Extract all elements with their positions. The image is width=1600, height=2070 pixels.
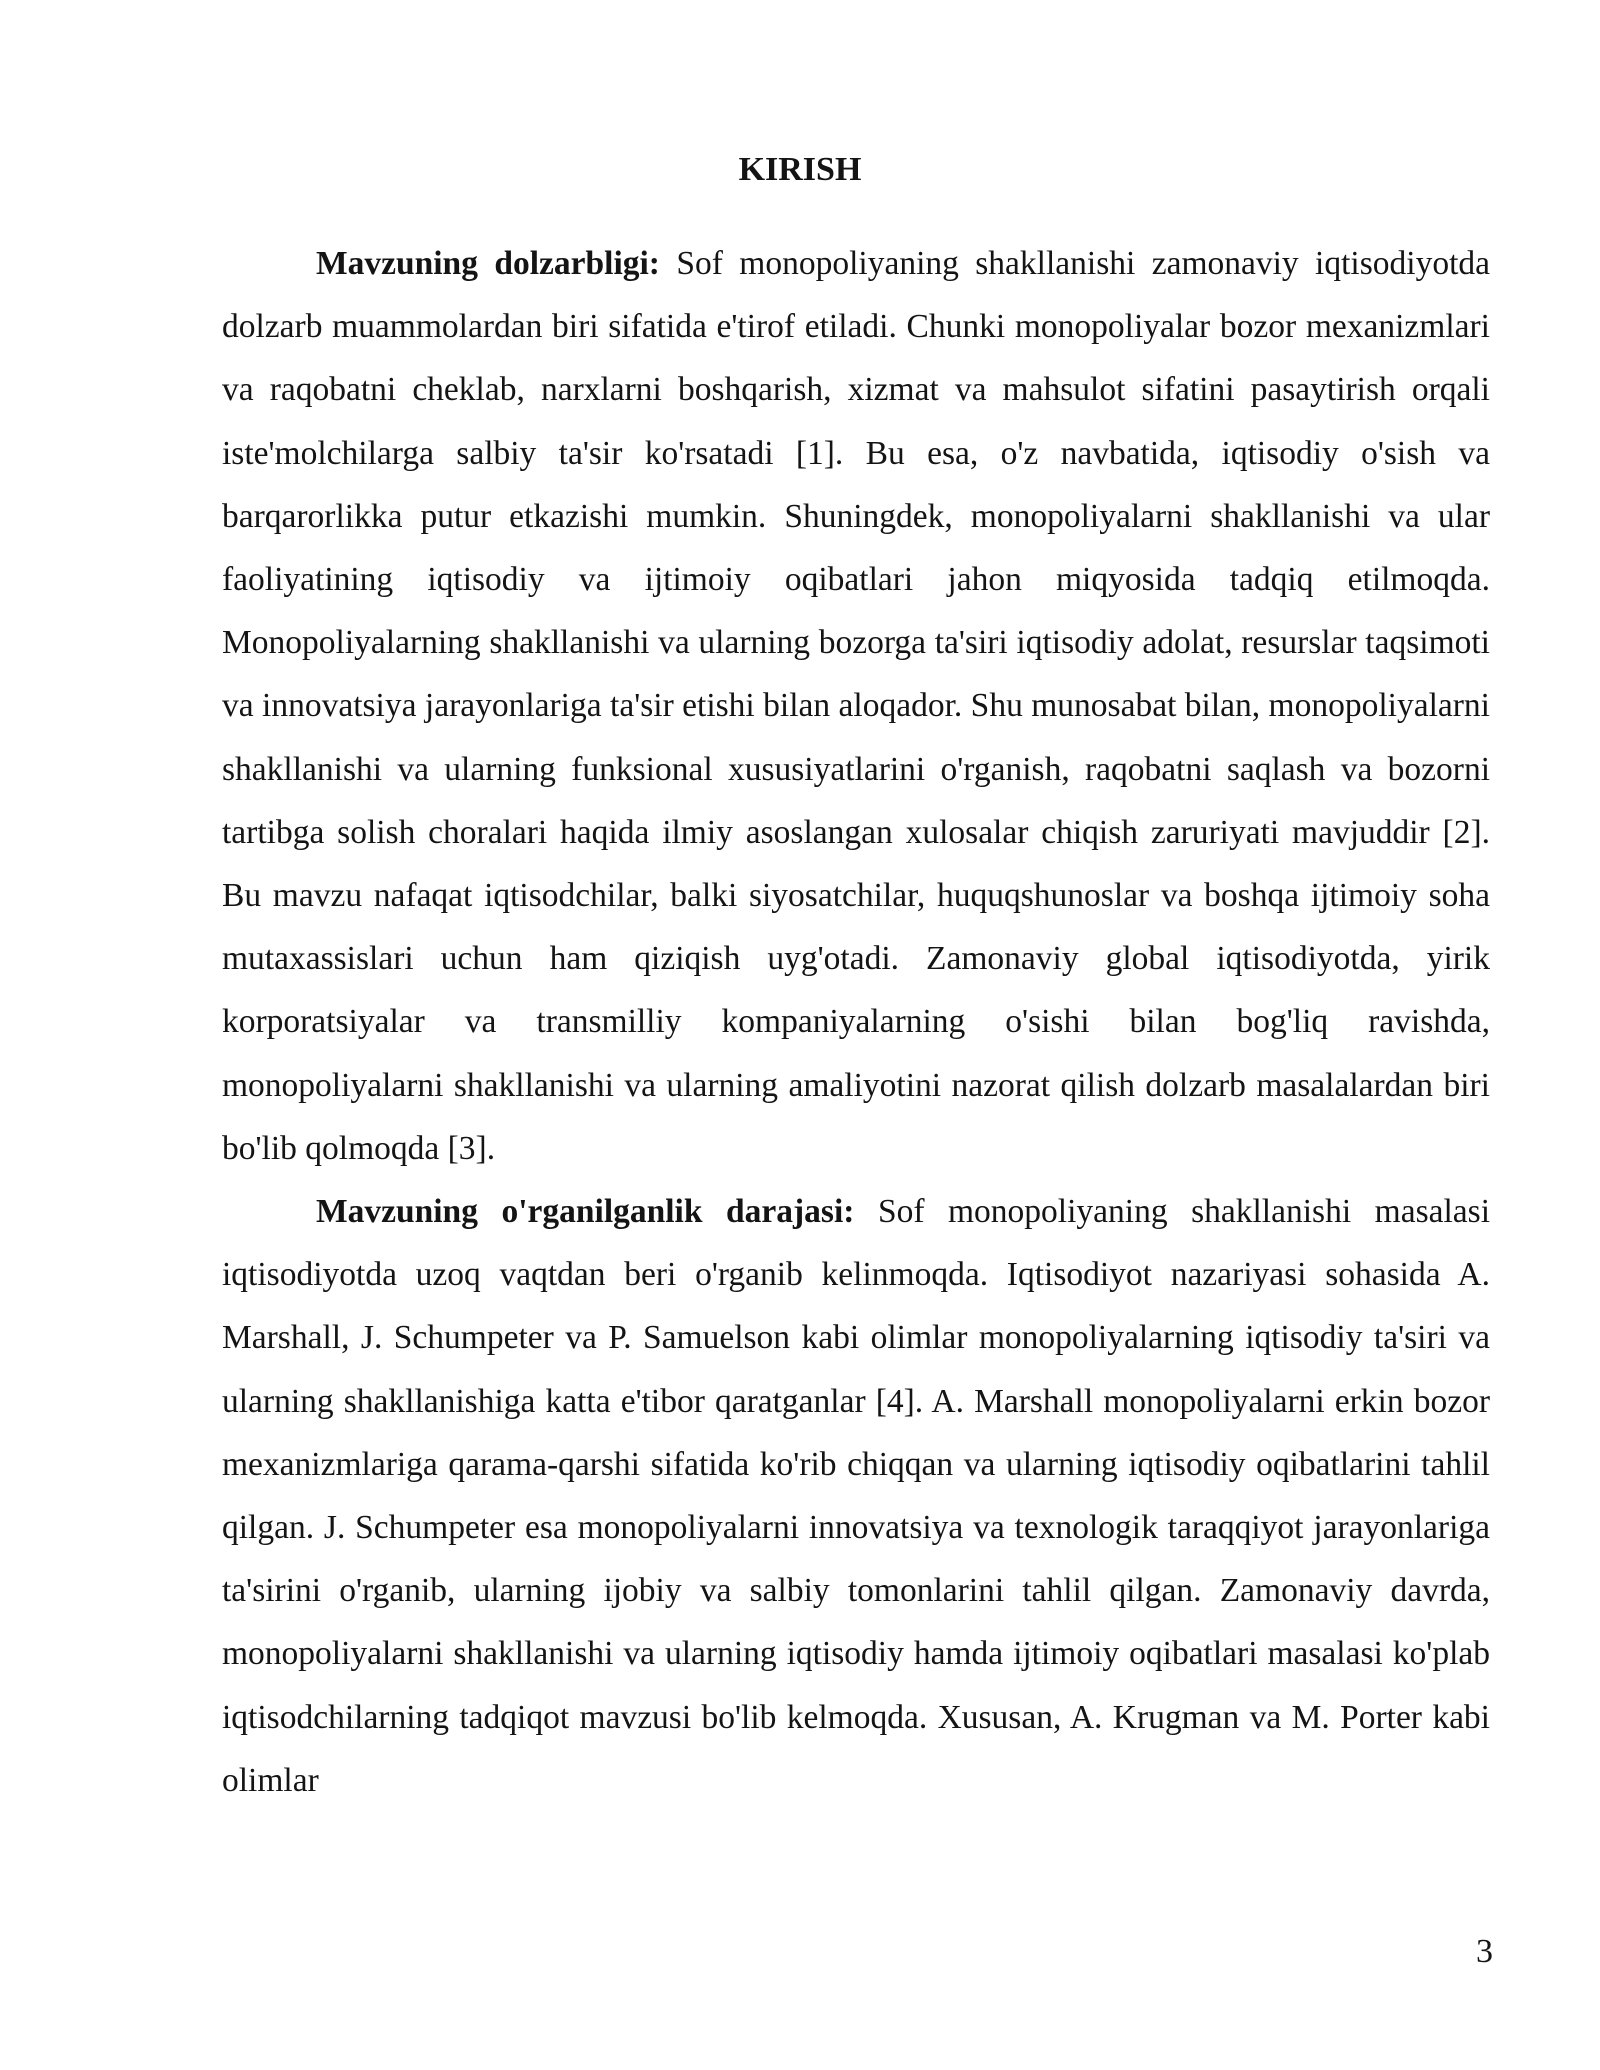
paragraph-lead: Mavzuning dolzarbligi:: [316, 245, 660, 282]
paragraph-text: Sof monopoliyaning shakllanishi masalasi iqtisodiyotda uzoq vaqtdan beri o'rganib kelinmoqda. Iqtisodiyot nazariyasi sohasida A. Marshall, J. Schumpeter va P. Samuelson kabi olimlar monopoliyalarning iqtisodiy ta'siri va ularning shakllanishiga katta e'tibor qaratganlar [4]. A. Marshall monopoliyalarni erkin bozor mexanizmlariga qarama-qarshi sifatida ko'rib chiqqan va ularning iqtisodiy oqibatlarini tahlil qilgan. J. Schumpeter esa monopoliyalarni innovatsiya va texnologik taraqqiyot jarayonlariga ta'sirini o'rganib, ularning ijobiy va salbiy tomonlarini tahlil qilgan. Zamonaviy davrda, monopoliyalarni shakllanishi va ularning iqtisodiy hamda ijtimoiy oqibatlari masalasi ko'plab iqtisodchilarning tadqiqot mavzusi bo'lib kelmoqda. Xususan, A. Krugman va M. Porter kabi olimlar: [222, 1193, 1490, 1799]
paragraph-relevance: [222, 232, 1490, 1180]
body-text: [222, 232, 1490, 1812]
paragraph-study-level: [222, 1180, 1490, 1812]
paragraph-text: Sof monopoliyaning shakllanishi zamonaviy iqtisodiyotda dolzarb muammolardan biri sifatida e'tirof etiladi. Chunki monopoliyalar bozor mexanizmlari va raqobatni cheklab, narxlarni boshqarish, xizmat va mahsulot sifatini pasaytirish orqali iste'molchilarga salbiy ta'sir ko'rsatadi [1]. Bu esa, o'z navbatida, iqtisodiy o'sish va barqarorlikka putur etkazishi mumkin. Shuningdek, monopoliyalarni shakllanishi va ular faoliyatining iqtisodiy va ijtimoiy oqibatlari jahon miqyosida tadqiq etilmoqda. Monopoliyalarning shakllanishi va ularning bozorga ta'siri iqtisodiy adolat, resurslar taqsimoti va innovatsiya jarayonlariga ta'sir etishi bilan aloqador. Shu munosabat bilan, monopoliyalarni shakllanishi va ularning funksional xususiyatlarini o'rganish, raqobatni saqlash va bozorni tartibga solish choralari haqida ilmiy asoslangan xulosalar chiqish zaruriyati mavjuddir [2]. Bu mavzu nafaqat iqtisodchilar, balki siyosatchilar, huquqshunoslar va boshqa ijtimoiy soha mutaxassislari uchun ham qiziqish uyg'otadi. Zamonaviy global iqtisodiyotda, yirik korporatsiyalar va transmilliy kompaniyalarning o'sishi bilan bog'liq ravishda, monopoliyalarni shakllanishi va ularning amaliyotini nazorat qilish dolzarb masalalardan biri bo'lib qolmoqda [3].: [222, 245, 1491, 1167]
paragraph-lead: Mavzuning o'rganilganlik darajasi:: [316, 1193, 855, 1231]
page-number: 3: [1476, 1933, 1493, 1970]
page-title: KIRISH: [738, 151, 862, 188]
